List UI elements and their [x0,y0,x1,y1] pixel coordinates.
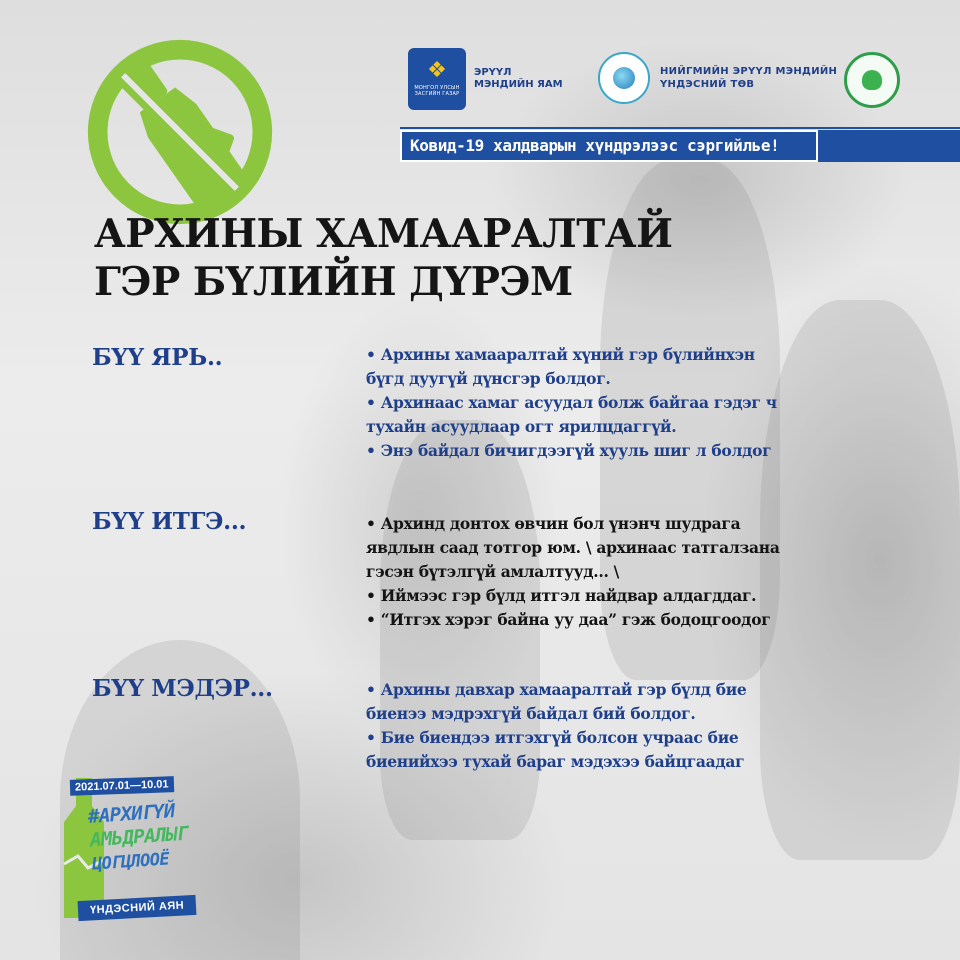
list-item: • “Итгэх хэрэг байна уу даа” гэж бодоцгоодог [366,610,771,629]
list-item: явдлын саад тотгор юм. \ архинаас татгалзана [366,538,780,557]
title-line1: АРХИНЫ ХАМААРАЛТАЙ [94,211,673,257]
center-name-line1: НИЙГМИЙН ЭРҮҮЛ МЭНДИЙН [660,65,838,77]
ministry-name-line1: ЭРҮҮЛ [474,66,512,78]
list-item: тухайн асуудлаар огт ярилцдаггүй. [366,417,677,436]
title-line2: ГЭР БҮЛИЙН ДҮРЭМ [94,259,573,305]
list-item: • Архины давхар хамааралтай гэр бүлд бие [366,680,747,699]
ministry-name [474,67,563,92]
section-heading: БҮҮ ЯРЬ.. [92,344,223,371]
section-list [366,512,946,632]
list-item: • Архинд донтох өвчин бол үнэнч шудрага [366,514,741,533]
list-item: • Архины хамааралтай хүний гэр бүлийнхэн [366,345,755,364]
ministry-of-health-logo [408,48,563,110]
emblem-caption: МОНГОЛ УЛСЫН ЗАСГИЙН ГАЗАР [414,85,460,97]
list-item: биенээ мэдрэхгүй байдал бий болдог. [366,704,696,723]
state-emblem-icon: ❖ МОНГОЛ УЛСЫН ЗАСГИЙН ГАЗАР [408,48,466,110]
list-item: • Бие биендээ итгэхгүй болсон учраас бие [366,728,739,747]
ministry-name-line2: МЭНДИЙН ЯАМ [474,79,563,90]
list-item: • Энэ байдал бичигдээгүй хууль шиг л болдог [366,441,772,460]
campaign-line2: АМЬДРАЛЫГ [89,822,189,852]
tree-emblem-icon [844,52,900,108]
center-name [660,65,837,92]
public-health-center-logo [598,52,837,104]
campaign-line1: #АРХИГҮЙ [87,800,176,828]
banner-text: Ковид-19 халдварын хүндрэлээс сэргийлье! [410,136,780,155]
list-item: • Иймээс гэр бүлд итгэл найдвар алдагддаг. [366,586,757,605]
no-alcohol-sign-icon [82,34,278,230]
campaign-subtitle: ҮНДЭСНИЙ АЯН [78,895,197,921]
section-heading: БҮҮ ИТГЭ... [92,508,247,535]
list-item: • Архинаас хамаг асуудал болж байгаа гэдэг ч [366,393,777,412]
page-title [94,210,672,306]
section-heading: БҮҮ МЭДЭР... [92,675,273,702]
list-item: гэсэн бүтэлгүй амлалтууд... \ [366,562,619,581]
campaign-line3: ЦОГЦЛООЁ [91,849,170,875]
center-name-line2: ҮНДЭСНИЙ ТӨВ [660,79,755,90]
list-item: биенийхээ тухай бараг мэдэхээ байцгаадаг [366,752,745,771]
list-item: бүгд дуугүй дүнсгэр болдог. [366,369,611,388]
public-health-center-icon [598,52,650,104]
section-list [366,343,946,463]
campaign-date: 2021.07.01—10.01 [70,776,174,796]
section-list [366,678,946,774]
